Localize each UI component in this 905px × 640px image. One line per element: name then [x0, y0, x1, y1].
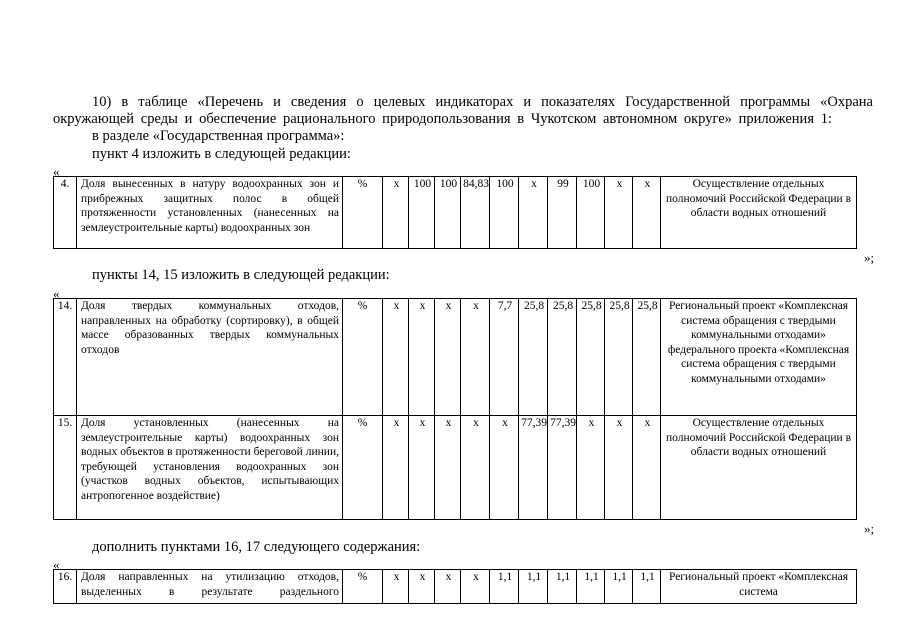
- intro-line-1: 10) в таблице «Перечень и сведения о целевых индикаторах и показателях Государственной программы «Охрана: [92, 94, 873, 110]
- value-cell: x: [605, 177, 633, 249]
- value-cell: 77,39: [548, 416, 577, 520]
- value-cell: x: [383, 570, 409, 604]
- value-cell: x: [409, 416, 435, 520]
- value-cell: 25,8: [577, 299, 605, 416]
- source-note: Региональный проект «Комплексная система: [661, 570, 857, 604]
- value-cell: 1,1: [577, 570, 605, 604]
- value-cell: 77,39: [519, 416, 548, 520]
- value-cell: 100: [577, 177, 605, 249]
- indicator-name: Доля твердых коммунальных отходов, направленных на обработку (сортировку), в общей массе образованных твердых коммунальных отходов: [77, 299, 343, 416]
- value-cell: 100: [435, 177, 461, 249]
- unit-cell: %: [343, 570, 383, 604]
- section-heading-2: пункты 14, 15 изложить в следующей редакции:: [92, 267, 390, 283]
- intro-line-4: пункт 4 изложить в следующей редакции:: [92, 146, 351, 162]
- value-cell: x: [409, 299, 435, 416]
- table-row: [54, 299, 857, 416]
- open-quote-1: «: [53, 164, 60, 179]
- value-cell: x: [490, 416, 519, 520]
- value-cell: 25,8: [548, 299, 577, 416]
- intro-line-3: в разделе «Государственная программа»:: [92, 128, 345, 144]
- value-cell: 84,83: [461, 177, 490, 249]
- source-note: Осуществление отдельных полномочий Российской Федерации в области водных отношений: [661, 177, 857, 249]
- row-number: 14.: [54, 299, 77, 416]
- value-cell: 100: [490, 177, 519, 249]
- row-number: 4.: [54, 177, 77, 249]
- table-row: [54, 570, 857, 604]
- value-cell: 25,8: [519, 299, 548, 416]
- value-cell: x: [409, 570, 435, 604]
- value-cell: 1,1: [548, 570, 577, 604]
- close-quote-2: »;: [864, 521, 875, 536]
- value-cell: x: [605, 416, 633, 520]
- open-quote-2: «: [53, 286, 60, 301]
- value-cell: 1,1: [519, 570, 548, 604]
- value-cell: x: [383, 177, 409, 249]
- indicator-table-3: [53, 569, 857, 604]
- value-cell: x: [461, 570, 490, 604]
- indicator-name: Доля вынесенных в натуру водоохранных зон и прибрежных защитных полос в общей протяженности установленных (нанесенных на землеустроительные карты) водоохранных зон: [77, 177, 343, 249]
- table-row: [54, 177, 857, 249]
- indicator-table-1: [53, 176, 857, 249]
- value-cell: x: [435, 570, 461, 604]
- value-cell: x: [435, 416, 461, 520]
- section-heading-3: дополнить пунктами 16, 17 следующего содержания:: [92, 539, 421, 555]
- value-cell: x: [633, 177, 661, 249]
- unit-cell: %: [343, 177, 383, 249]
- value-cell: 1,1: [605, 570, 633, 604]
- row-number: 15.: [54, 416, 77, 520]
- value-cell: x: [577, 416, 605, 520]
- value-cell: 25,8: [633, 299, 661, 416]
- row-number: 16.: [54, 570, 77, 604]
- open-quote-3: «: [53, 557, 60, 572]
- value-cell: 100: [409, 177, 435, 249]
- value-cell: x: [435, 299, 461, 416]
- value-cell: x: [519, 177, 548, 249]
- value-cell: 99: [548, 177, 577, 249]
- indicator-name: Доля направленных на утилизацию отходов, выделенных в результате раздельного: [77, 570, 343, 604]
- source-note: Региональный проект «Комплексная система обращения с твердыми коммунальными отходами» федерального проекта «Комплексная система обращения с твердыми коммунальными отходами»: [661, 299, 857, 416]
- unit-cell: %: [343, 416, 383, 520]
- unit-cell: %: [343, 299, 383, 416]
- value-cell: 1,1: [633, 570, 661, 604]
- value-cell: 1,1: [490, 570, 519, 604]
- value-cell: x: [633, 416, 661, 520]
- table-row: [54, 416, 857, 520]
- value-cell: x: [383, 416, 409, 520]
- intro-line-2: окружающей среды и обеспечение рационального природопользования в Чукотском автономном округе» приложения 1:: [53, 111, 832, 127]
- value-cell: x: [383, 299, 409, 416]
- value-cell: x: [461, 299, 490, 416]
- value-cell: 7,7: [490, 299, 519, 416]
- indicator-table-2: [53, 298, 857, 520]
- value-cell: 25,8: [605, 299, 633, 416]
- close-quote-1: »;: [864, 250, 875, 265]
- source-note: Осуществление отдельных полномочий Российской Федерации в области водных отношений: [661, 416, 857, 520]
- value-cell: x: [461, 416, 490, 520]
- indicator-name: Доля установленных (нанесенных на землеустроительные карты) водоохранных зон водных объектов в протяженности береговой линии, требующей установления водоохранных зон (участков водных объектов, испытывающих антропогенное воздействие): [77, 416, 343, 520]
